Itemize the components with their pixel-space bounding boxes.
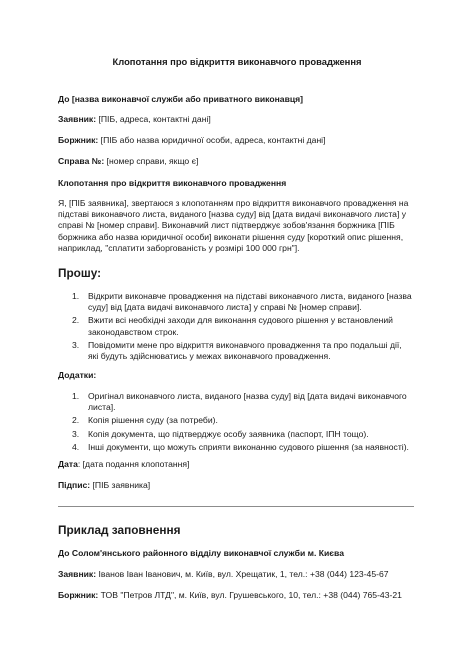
signature-label: Підпис: xyxy=(58,480,91,490)
document-title: Клопотання про відкриття виконавчого провадження xyxy=(112,56,362,67)
addressee-line: До [назва виконавчої служби або приватного виконавця] xyxy=(58,94,304,104)
list-item-text: Інші документи, що можуть сприяти виконанню судового рішення (за наявності). xyxy=(88,441,409,452)
list-number: 3. xyxy=(72,428,80,439)
date-value: : [дата подання клопотання] xyxy=(77,459,190,469)
example-applicant-label: Заявник: xyxy=(58,569,97,579)
example-debtor-line xyxy=(58,590,402,601)
list-number: 1. xyxy=(72,391,80,401)
example-heading: Приклад заповнення xyxy=(58,523,181,537)
example-applicant-line xyxy=(58,569,389,580)
list-item xyxy=(58,291,418,313)
list-item xyxy=(58,391,418,413)
case-line xyxy=(58,156,198,167)
applicant-value: [ПІБ, адреса, контактні дані] xyxy=(96,114,211,124)
request-heading: Прошу: xyxy=(58,266,102,280)
date-label: Дата xyxy=(58,459,78,469)
list-item-text: Відкрити виконавче провадження на підставі виконавчого листа, виданого [назва xyxy=(88,291,412,301)
debtor-line xyxy=(58,135,325,146)
request-list xyxy=(58,291,418,364)
signature-value: [ПІБ заявника] xyxy=(90,480,151,490)
body-line: боржника або назва юридичної особи] виконати рішення суду [короткий опис рішення, xyxy=(58,231,404,242)
list-item-text: Вжити всі необхідні заходи для виконання судового рішення у встановлений xyxy=(88,315,393,326)
debtor-value: [ПІБ або назва юридичної особи, адреса, контактні дані] xyxy=(98,135,326,145)
example-debtor-label: Боржник: xyxy=(58,590,99,600)
list-item-text: які будуть здійснюватись у межах виконавчого провадження. xyxy=(88,351,331,362)
case-value: [номер справи, якщо є] xyxy=(104,156,199,166)
case-label: Справа №: xyxy=(58,156,105,166)
list-number: 3. xyxy=(72,339,80,350)
list-item-text: листа]. xyxy=(88,402,116,413)
list-item xyxy=(58,415,418,426)
example-debtor-value: ТОВ "Петров ЛТД", м. Київ, вул. Грушевського, 10, тел.: +38 (044) 765-43-21 xyxy=(98,590,402,600)
petition-subheading: Клопотання про відкриття виконавчого провадження xyxy=(58,178,287,188)
section-divider xyxy=(58,506,414,507)
example-applicant-value: Іванов Іван Іванович, м. Київ, вул. Хрещатик, 1, тел.: +38 (044) 123-45-67 xyxy=(96,569,389,579)
petition-body xyxy=(58,198,418,254)
attachments-list xyxy=(58,391,418,455)
applicant-line xyxy=(58,114,211,125)
list-item-text: законодавством строк. xyxy=(88,326,179,337)
list-number: 4. xyxy=(72,441,80,452)
body-line: Я, [ПІБ заявника], звертаюся з клопотанням про відкриття виконавчого провадження на xyxy=(58,198,409,208)
debtor-label: Боржник: xyxy=(58,135,99,145)
list-item xyxy=(58,442,418,453)
body-line: наприклад, "сплатити заборгованість у розмірі 100 000 грн"]. xyxy=(58,242,300,253)
list-item-text: Копія рішення суду (за потреби). xyxy=(88,415,218,426)
list-number: 2. xyxy=(72,415,80,426)
list-number: 1. xyxy=(72,291,80,301)
list-item xyxy=(58,340,418,362)
attachments-heading: Додатки: xyxy=(58,370,97,380)
list-number: 2. xyxy=(72,315,80,326)
list-item xyxy=(58,429,418,440)
list-item-text: Копія документа, що підтверджує особу заявника (паспорт, ІПН тощо). xyxy=(88,428,369,439)
list-item-text: суду] від [дата видачі виконавчого листа] у справі № [номер справи]. xyxy=(88,302,362,313)
date-line xyxy=(58,459,189,470)
list-item-text: Повідомити мене про відкриття виконавчого провадження та про подальші дії, xyxy=(88,339,402,350)
list-item xyxy=(58,315,418,337)
signature-line xyxy=(58,480,150,491)
body-line: справі № [номер справи]. Виконавчий лист підтверджує зобов'язання боржника [ПІБ xyxy=(58,220,395,231)
list-item-text: Оригінал виконавчого листа, виданого [назва суду] від [дата видачі виконавчого xyxy=(88,391,407,401)
body-line: підставі виконавчого листа, виданого [назва суду] від [дата видачі виконавчого листа] у xyxy=(58,209,407,220)
applicant-label: Заявник: xyxy=(58,114,97,124)
example-addressee-line: До Солом'янського районного відділу виконавчої служби м. Києва xyxy=(58,548,344,558)
